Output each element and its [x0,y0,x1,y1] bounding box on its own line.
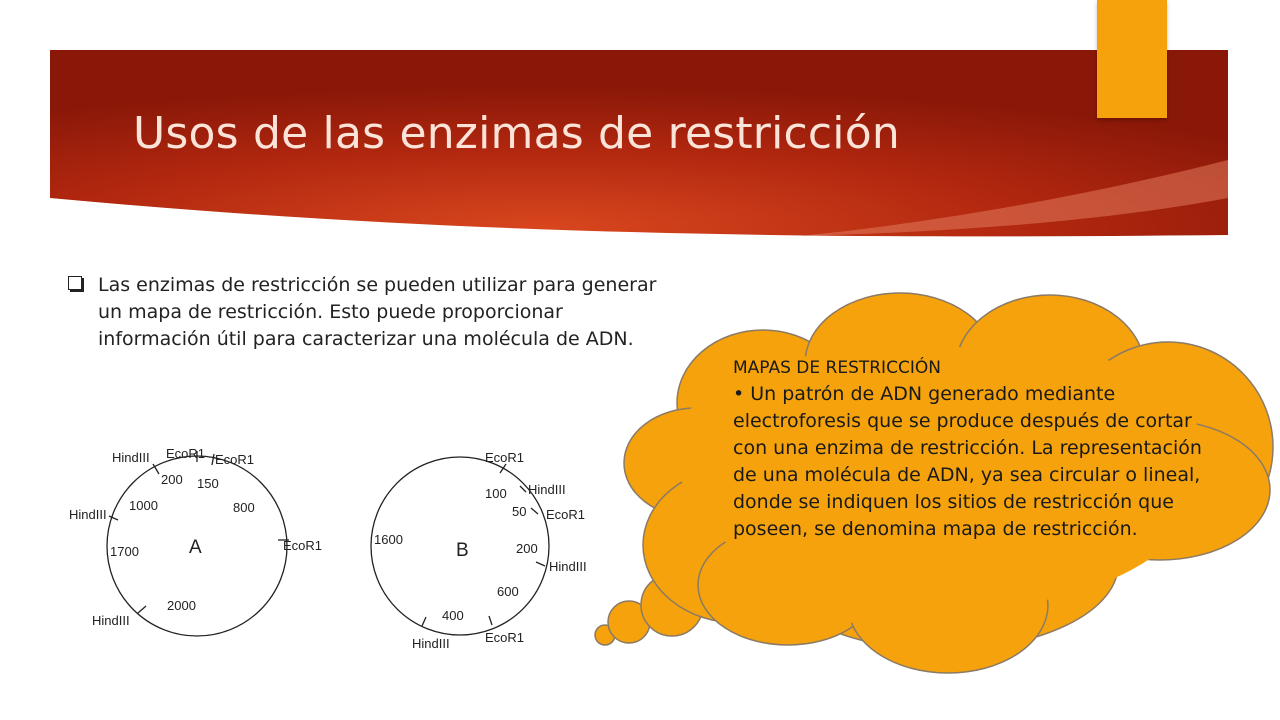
segment-length: 200 [516,541,538,556]
segment-length: 2000 [167,598,196,613]
callout-body: • Un patrón de ADN generado mediante electroforesis que se produce después de cortar con una enzima de restricción. La representación de una molécula de ADN, ya sea circular o lineal, donde se indiquen los sitios de restricción que poseen, se denomina mapa de restricción. [733,383,1202,540]
callout-heading: MAPAS DE RESTRICCIÓN [733,358,941,378]
segment-length: 200 [161,472,183,487]
bullet-text: Las enzimas de restricción se pueden utilizar para generar un mapa de restricción. Esto puede proporcionar información útil para caracterizar una molécula de ADN. [98,274,657,350]
restriction-maps-figure [60,430,620,660]
cut-tick [138,606,146,613]
segment-length: 800 [233,500,255,515]
site-label: HindIII [69,507,107,522]
cut-tick [531,508,538,514]
site-label: EcoR1 [215,452,255,467]
cut-tick [520,486,526,492]
bullet-item [68,272,678,353]
site-label: HindIII [549,559,587,574]
segment-length: 100 [485,486,507,501]
site-label: EcoR1 [166,446,206,461]
site-label: EcoR1 [485,450,525,465]
map-letter: A [189,537,202,558]
segment-length: 400 [442,608,464,623]
site-label: EcoR1 [485,630,525,645]
cut-tick [489,616,492,625]
accent-tab [1097,0,1167,118]
segment-length: 50 [512,504,527,519]
site-label: HindIII [92,613,130,628]
segment-length: 150 [197,476,219,491]
restriction-map-a [69,446,322,636]
map-letter: B [456,540,469,561]
cut-tick [500,464,506,473]
site-label: HindIII [412,636,450,651]
segment-length: 1700 [110,544,139,559]
checkbox-bullet-icon [68,276,82,290]
restriction-map-b [371,450,587,651]
segment-length: 1600 [374,532,403,547]
cut-tick [422,617,426,626]
segment-length: 1000 [129,498,158,513]
cut-tick [536,562,545,566]
definition-callout [733,356,1213,543]
site-label: HindIII [112,450,150,465]
segment-length: 600 [497,584,519,599]
site-label: EcoR1 [283,538,323,553]
slide-title: Usos de las enzimas de restricción [133,108,900,159]
site-label: EcoR1 [546,507,586,522]
site-label: HindIII [528,482,566,497]
cut-tick [212,454,214,465]
